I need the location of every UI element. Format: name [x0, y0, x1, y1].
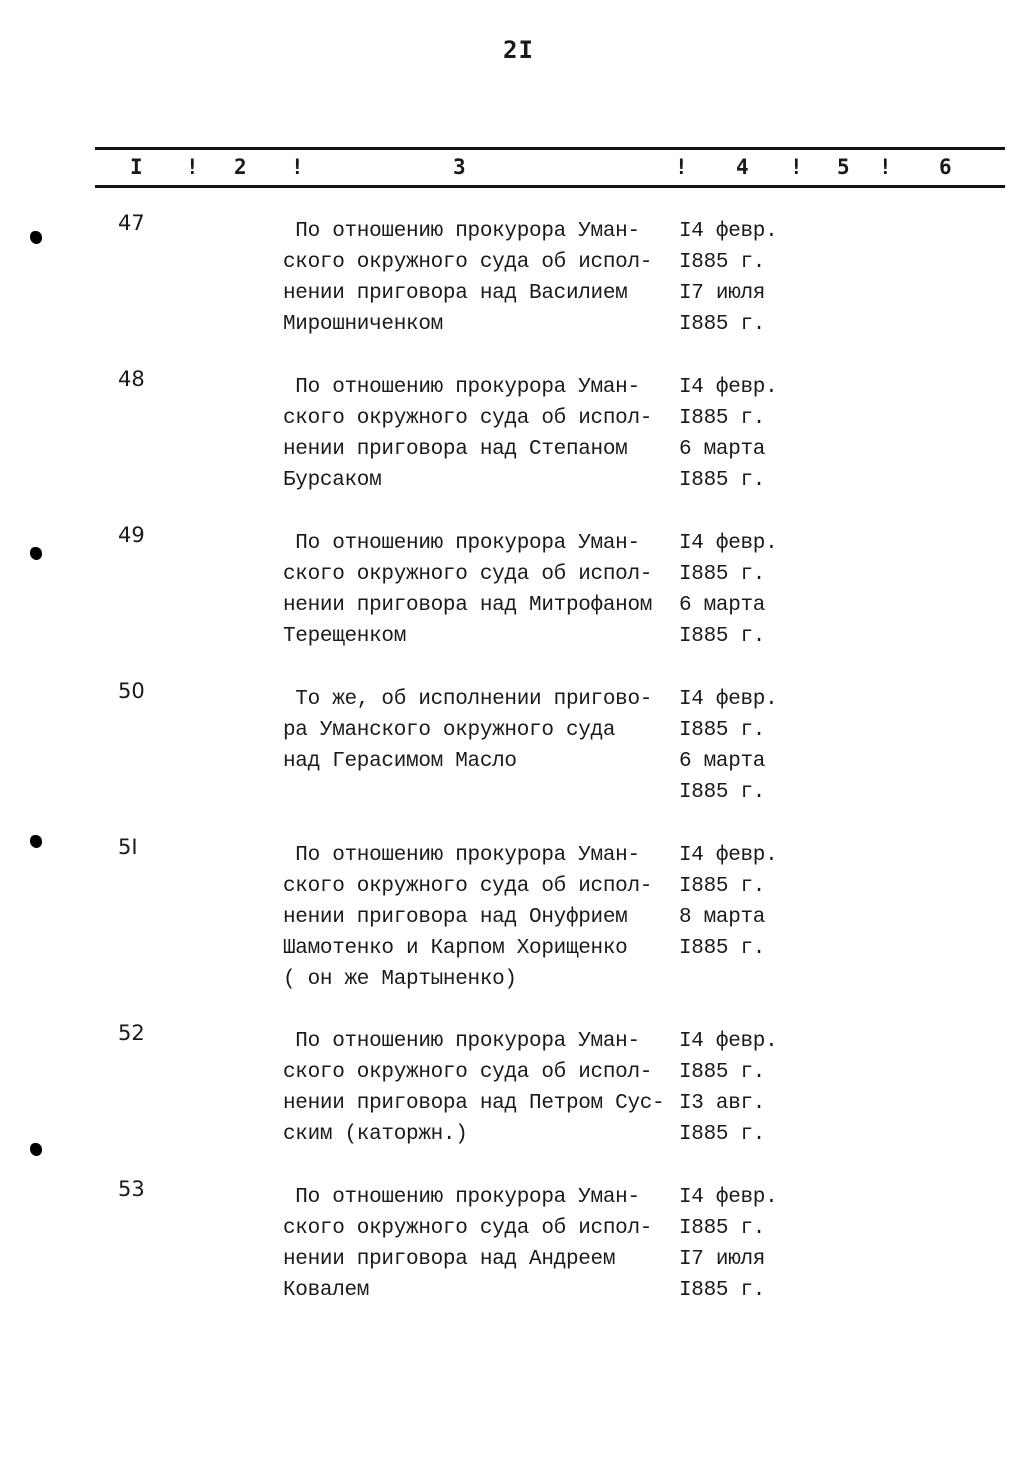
description-line: Мирошниченком [283, 313, 443, 336]
column-separator: ! [675, 155, 688, 179]
entry-description [283, 1026, 664, 1150]
date-line: I885 г. [679, 1217, 766, 1240]
binder-hole-icon [30, 547, 42, 560]
date-line: I4 февр. [679, 688, 778, 711]
date-line: I885 г. [679, 625, 766, 648]
description-line: над Герасимом Масло [283, 750, 517, 773]
date-line: 6 марта [679, 438, 766, 461]
entry-number: 52 [118, 1021, 145, 1045]
date-line: I885 г. [679, 407, 766, 430]
description-line: ( он же Мартыненко) [283, 968, 517, 991]
entry-description [283, 684, 652, 777]
entry-description [283, 528, 652, 652]
description-line: ского окружного суда об испол- [283, 407, 653, 430]
column-header-5: 5 [837, 155, 850, 179]
column-separator: ! [790, 155, 803, 179]
description-line: нении приговора над Степаном [283, 438, 628, 461]
date-line: I885 г. [679, 469, 766, 492]
date-line: I885 г. [679, 781, 766, 804]
column-separator: ! [291, 155, 304, 179]
date-line: I4 февр. [679, 376, 778, 399]
column-separator: ! [186, 155, 199, 179]
entry-dates [679, 1026, 777, 1150]
entry-dates [679, 1182, 777, 1306]
date-line: I885 г. [679, 1123, 766, 1146]
entry-dates [679, 372, 777, 496]
description-line: ского окружного суда об испол- [283, 1217, 653, 1240]
description-line: То же, об исполнении пригово- [283, 688, 653, 711]
date-line: I885 г. [679, 1279, 766, 1302]
entry-number: 50 [118, 679, 145, 703]
entry-number: 53 [118, 1177, 145, 1201]
date-line: I4 февр. [679, 1030, 778, 1053]
description-line: ра Уманского окружного суда [283, 719, 616, 742]
column-header-I: I [130, 155, 143, 179]
entry-dates [679, 840, 777, 964]
date-line: I885 г. [679, 875, 766, 898]
description-line: По отношению прокурора Уман- [283, 844, 640, 867]
description-line: ского окружного суда об испол- [283, 1061, 653, 1084]
entry-description [283, 840, 652, 995]
entry-number: 49 [118, 523, 145, 547]
entry-dates [679, 216, 777, 340]
column-header-6: 6 [939, 155, 952, 179]
date-line: 6 марта [679, 594, 766, 617]
description-line: По отношению прокурора Уман- [283, 220, 640, 243]
date-line: I4 февр. [679, 532, 778, 555]
description-line: ского окружного суда об испол- [283, 251, 653, 274]
description-line: нении приговора над Онуфрием [283, 906, 628, 929]
binder-hole-icon [30, 231, 42, 244]
date-line: 6 марта [679, 750, 766, 773]
date-line: I885 г. [679, 937, 766, 960]
date-line: I4 февр. [679, 1186, 778, 1209]
column-header-3: 3 [453, 155, 466, 179]
header-rule-bottom [95, 185, 1005, 188]
description-line: По отношению прокурора Уман- [283, 376, 640, 399]
date-line: I3 авг. [679, 1092, 766, 1115]
description-line: По отношению прокурора Уман- [283, 1030, 640, 1053]
date-line: 8 марта [679, 906, 766, 929]
description-line: Терещенком [283, 625, 407, 648]
entry-description [283, 1182, 652, 1306]
description-line: Шамотенко и Карпом Хорищенко [283, 937, 628, 960]
binder-hole-icon [30, 835, 42, 848]
description-line: нении приговора над Митрофаном [283, 594, 653, 617]
date-line: I885 г. [679, 251, 766, 274]
description-line: ского окружного суда об испол- [283, 563, 653, 586]
description-line: нении приговора над Андреем [283, 1248, 616, 1271]
entry-description [283, 372, 652, 496]
entry-number: 47 [118, 211, 145, 235]
header-rule-top [95, 147, 1005, 150]
column-separator: ! [879, 155, 892, 179]
description-line: Ковалем [283, 1279, 370, 1302]
date-line: I885 г. [679, 313, 766, 336]
entry-dates [679, 528, 777, 652]
description-line: нении приговора над Василием [283, 282, 628, 305]
page-number: 2I [503, 36, 534, 64]
binder-hole-icon [30, 1143, 42, 1156]
entry-dates [679, 684, 777, 808]
entry-description [283, 216, 652, 340]
date-line: I885 г. [679, 563, 766, 586]
description-line: нении приговора над Петром Сус- [283, 1092, 665, 1115]
description-line: По отношению прокурора Уман- [283, 532, 640, 555]
description-line: По отношению прокурора Уман- [283, 1186, 640, 1209]
description-line: ского окружного суда об испол- [283, 875, 653, 898]
description-line: ским (каторжн.) [283, 1123, 468, 1146]
column-header-2: 2 [234, 155, 247, 179]
entry-number: 5I [118, 835, 138, 859]
date-line: I4 февр. [679, 220, 778, 243]
entry-number: 48 [118, 367, 145, 391]
description-line: Бурсаком [283, 469, 382, 492]
date-line: I885 г. [679, 719, 766, 742]
date-line: I4 февр. [679, 844, 778, 867]
column-header-4: 4 [736, 155, 749, 179]
date-line: I885 г. [679, 1061, 766, 1084]
date-line: I7 июля [679, 282, 766, 305]
date-line: I7 июля [679, 1248, 766, 1271]
